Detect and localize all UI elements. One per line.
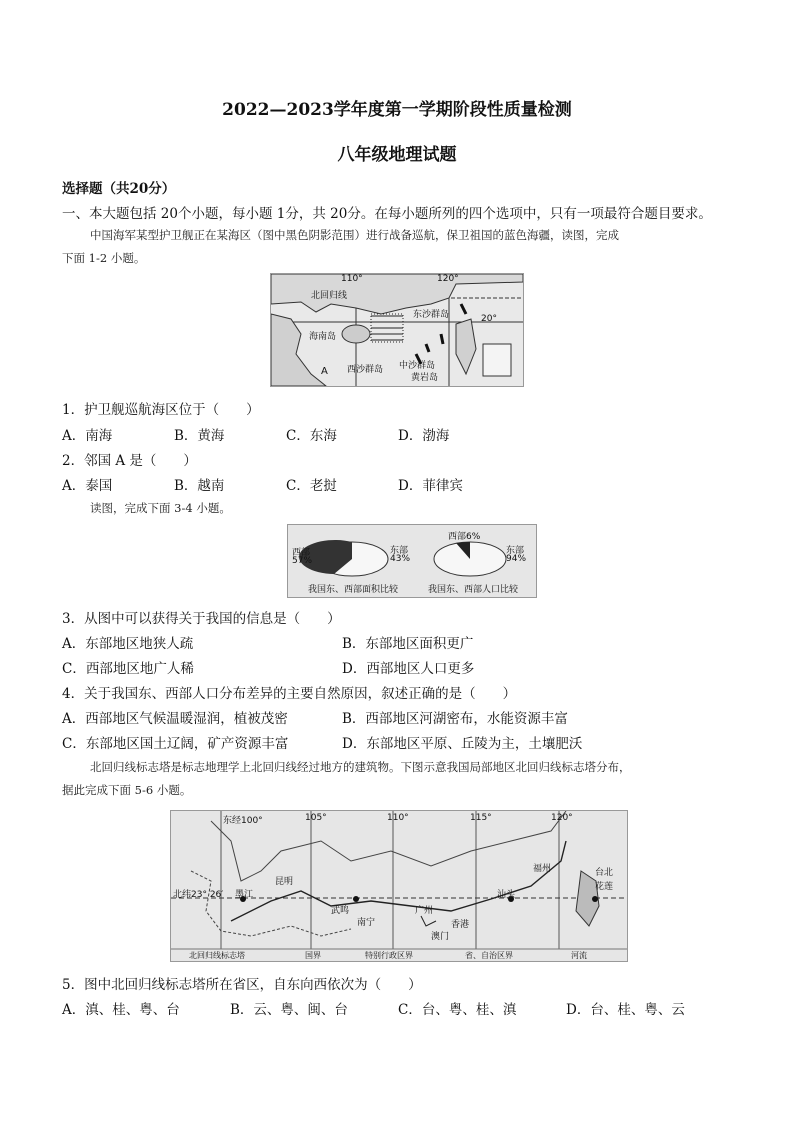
map1-label-a: A — [321, 366, 328, 377]
map1-zhongsha: 中沙群岛 — [399, 361, 436, 371]
legend-national-border: 国界 — [305, 951, 321, 960]
map2-graphic — [171, 811, 627, 961]
pie2-east-label: 东部 — [506, 546, 525, 556]
map2-kunming: 昆明 — [275, 877, 294, 887]
legend-tower: 北回归线标志塔 — [189, 951, 245, 960]
page-title: 2022—2023学年度第一学期阶段性质量检测 — [222, 100, 572, 120]
map2-e105: 105° — [305, 813, 327, 823]
q3-option-a[interactable]: A．东部地区地狭人疏 — [62, 636, 194, 652]
q5-stem: 5．图中北回归线标志塔所在省区，自东向西依次为（ ） — [62, 977, 422, 993]
map2-taibei: 台北 — [595, 868, 614, 878]
pie1-east-pct: 43% — [390, 554, 411, 564]
intro-2: 读图，完成下面 3-4 小题。 — [90, 501, 231, 515]
map2-e100: 东经100° — [223, 816, 263, 826]
q1-option-d[interactable]: D．渤海 — [398, 428, 450, 444]
pie1-caption: 我国东、西部面积比较 — [308, 585, 399, 595]
south-china-sea-map — [270, 273, 524, 387]
q2-option-b[interactable]: B．越南 — [174, 478, 225, 494]
q1-stem: 1．护卫舰巡航海区位于（ ） — [62, 402, 260, 418]
map1-tropic: 北回归线 — [311, 291, 348, 301]
map2-fuzhou: 福州 — [533, 864, 552, 874]
q2-options — [62, 474, 482, 492]
map1-huangyan: 黄岩岛 — [411, 373, 439, 383]
pie-charts-figure — [287, 524, 537, 598]
map2-wuming: 武鸣 — [331, 906, 350, 916]
q1-option-b[interactable]: B．黄海 — [174, 428, 225, 444]
map1-dongsha: 东沙群岛 — [413, 310, 450, 320]
q2-option-d[interactable]: D．菲律宾 — [398, 478, 463, 494]
q5-option-a[interactable]: A．滇、桂、粤、台 — [62, 1002, 180, 1018]
q1-options — [62, 424, 462, 442]
map1-hainan: 海南岛 — [309, 332, 337, 342]
section-heading: 选择题（共20分） — [62, 181, 176, 197]
q5-options — [62, 998, 742, 1016]
legend-province-border: 省、自治区界 — [465, 951, 513, 960]
q2-option-a[interactable]: A．泰国 — [62, 478, 113, 494]
map2-legend — [175, 950, 625, 961]
map1-lon-110: 110° — [341, 274, 363, 284]
map2-hk: 香港 — [451, 920, 470, 930]
pie1-east-label: 东部 — [390, 546, 409, 556]
q4-option-c[interactable]: C．东部地区国土辽阔，矿产资源丰富 — [62, 736, 289, 752]
intro-3a: 北回归线标志塔是标志地理学上北回归线经过地方的建筑物。下图示意我国局部地区北回归线标志塔分布， — [90, 760, 631, 774]
q3-option-c[interactable]: C．西部地区地广人稀 — [62, 661, 194, 677]
pie1-west-pct: 57% — [292, 556, 313, 566]
map2-e110: 110° — [387, 813, 409, 823]
q1-option-a[interactable]: A．南海 — [62, 428, 113, 444]
intro-1b: 下面 1-2 小题。 — [62, 251, 146, 265]
map2-e120: 120° — [551, 813, 573, 823]
q4-option-b[interactable]: B．西部地区河湖密布，水能资源丰富 — [342, 711, 568, 727]
q5-option-b[interactable]: B．云、粤、闽、台 — [230, 1002, 348, 1018]
pie2-west-label: 西部6% — [448, 532, 481, 542]
q5-option-c[interactable]: C．台、粤、桂、滇 — [398, 1002, 517, 1018]
q3-options — [62, 632, 622, 676]
legend-river: 河流 — [571, 951, 587, 960]
map2-lat: 北纬23° 26′ — [173, 890, 224, 900]
pie2-east-pct: 94% — [506, 554, 527, 564]
map2-hualian: 花莲 — [595, 882, 614, 892]
instructions: 一、本大题包括 20个小题，每小题 1分，共 20分。在每小题所列的四个选项中，只有一项最符合题目要求。 — [62, 206, 712, 222]
q2-option-c[interactable]: C．老挝 — [286, 478, 337, 494]
map2-nanning: 南宁 — [357, 918, 376, 928]
q4-option-d[interactable]: D．东部地区平原、丘陵为主，土壤肥沃 — [342, 736, 583, 752]
intro-3b: 据此完成下面 5-6 小题。 — [62, 783, 192, 797]
map1-xisha: 西沙群岛 — [347, 365, 384, 375]
map1-lon-120: 120° — [437, 274, 459, 284]
map2-guangzhou: 广州 — [415, 906, 434, 916]
q2-stem: 2．邻国 A 是（ ） — [62, 453, 197, 469]
tropic-tower-map — [170, 810, 628, 962]
map2-macau: 澳门 — [431, 932, 450, 942]
q3-option-d[interactable]: D．西部地区人口更多 — [342, 661, 475, 677]
pie2-caption: 我国东、西部人口比较 — [428, 585, 519, 595]
map2-shantou: 汕头 — [497, 890, 516, 900]
map1-lat-20: 20° — [481, 314, 497, 324]
q4-options — [62, 707, 702, 751]
legend-sar-border: 特别行政区界 — [365, 951, 413, 960]
map2-mojiang: 墨江 — [235, 890, 254, 900]
q3-stem: 3．从图中可以获得关于我国的信息是（ ） — [62, 611, 341, 627]
pie1-west-label: 西部 — [292, 548, 311, 558]
q4-stem: 4．关于我国东、西部人口分布差异的主要自然原因，叙述正确的是（ ） — [62, 686, 517, 702]
q4-option-a[interactable]: A．西部地区气候温暖湿润，植被茂密 — [62, 711, 288, 727]
intro-1a: 中国海军某型护卫舰正在某海区（图中黑色阴影范围）进行战备巡航，保卫祖国的蓝色海疆，读图，完成 — [90, 228, 619, 242]
map2-e115: 115° — [470, 813, 492, 823]
q5-option-d[interactable]: D．台、桂、粤、云 — [566, 1002, 685, 1018]
page-subtitle: 八年级地理试题 — [337, 145, 457, 165]
q1-option-c[interactable]: C．东海 — [286, 428, 337, 444]
q3-option-b[interactable]: B．东部地区面积更广 — [342, 636, 474, 652]
